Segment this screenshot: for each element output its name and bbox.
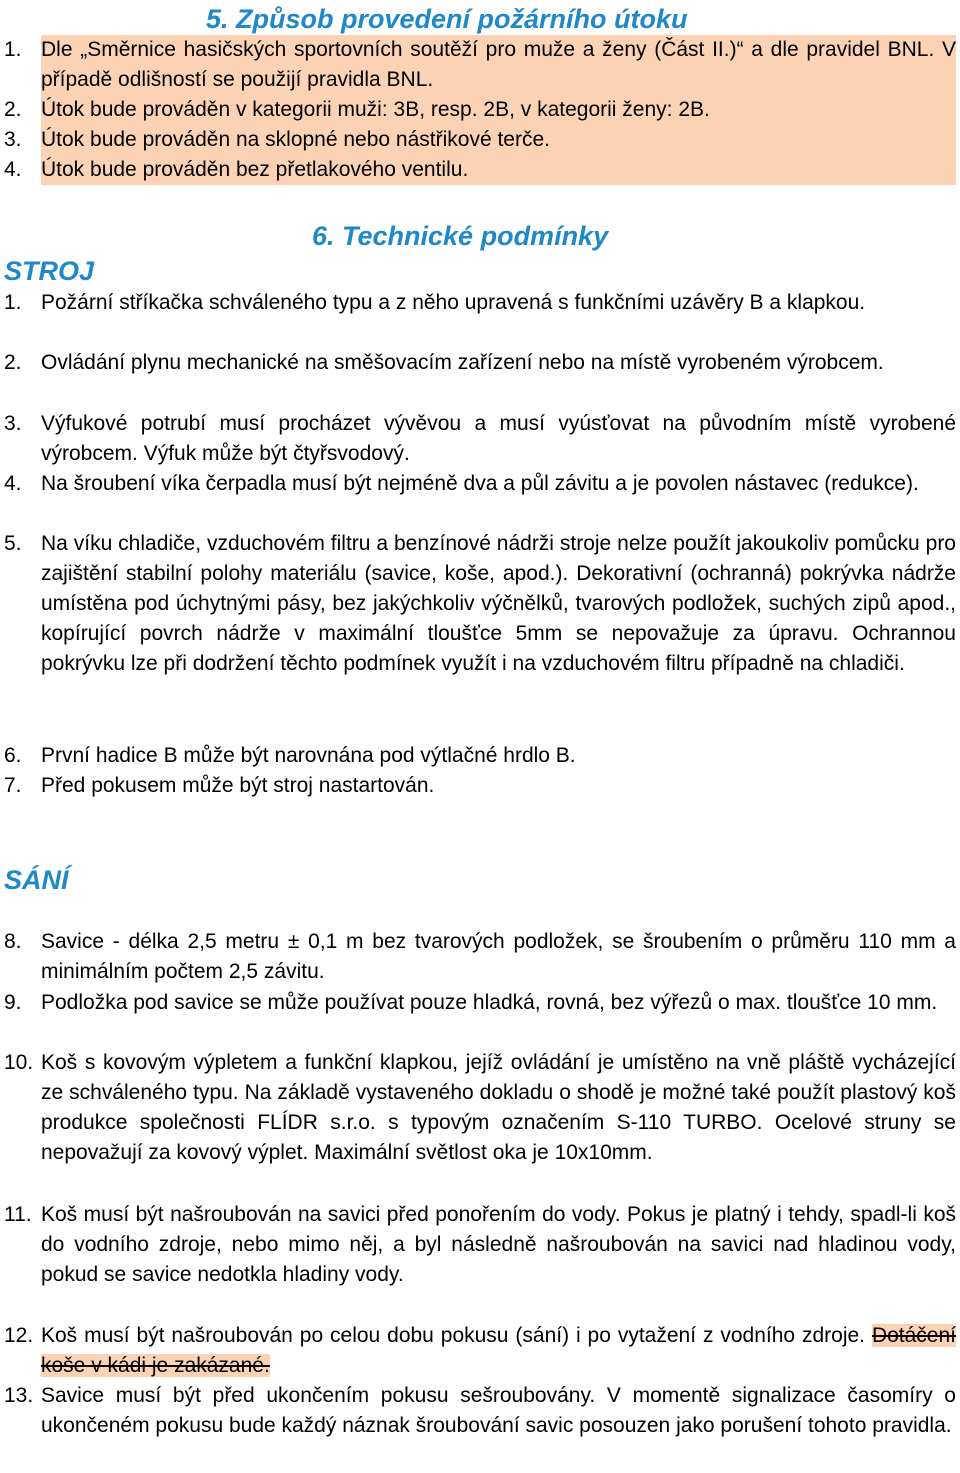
item-number: 6. <box>4 744 22 767</box>
list-item <box>4 409 956 469</box>
list-item <box>4 988 956 1018</box>
item-text: Ovládání plynu mechanické na směšovacím zařízení nebo na místě vyrobeném výrobcem. <box>41 351 884 374</box>
list-item <box>4 1200 956 1290</box>
item-text: První hadice B může být narovnána pod výtlačné hrdlo B. <box>41 744 576 767</box>
item-number: 4. <box>4 472 22 495</box>
list-item <box>4 741 956 771</box>
item-number: 2. <box>4 351 22 374</box>
list-item <box>4 1321 956 1381</box>
item-text: Požární stříkačka schváleného typu a z něho upravená s funkčními uzávěry B a klapkou. <box>41 291 866 314</box>
item-number: 12. <box>4 1324 34 1347</box>
item-text: Na víku chladiče, vzduchovém filtru a benzínové nádrži stroje nelze použít jakoukoliv pomůcku pro zajištění stabilní polohy materiálu (savice, koše, apod.). Dekorativní (ochranná) pokrývka nádrže umístěna pod úchytnými pásy, bez jakýchkoliv výčnělků, tvarových podložek, suchých zipů apod., kopírující povrch nádrže v maximální tloušťce 5mm se nepovažuje za úpravu. Ochrannou pokrývku lze při dodržení těchto podmínek využít i na vzduchovém filtru případně na chladiči. <box>41 532 956 675</box>
section-6-heading: 6. Technické podmínky <box>312 221 609 251</box>
item-number: 1. <box>4 38 22 61</box>
list-item <box>4 95 956 125</box>
item-number: 10. <box>4 1051 34 1074</box>
list-item <box>4 288 956 318</box>
sani-heading: SÁNÍ <box>4 865 69 895</box>
item-number: 3. <box>4 128 22 151</box>
list-item <box>4 1048 956 1168</box>
item-number: 4. <box>4 158 22 181</box>
item-number: 9. <box>4 991 22 1014</box>
struck-text: Dotáčení koše v kádi je zakázané. <box>41 1324 957 1377</box>
list-item <box>4 469 956 499</box>
item-text: Výfukové potrubí musí procházet vývěvou a musí vyúsťovat na původním místě vyrobené výrobcem. Výfuk může být čtyřsvodový. <box>41 412 956 465</box>
item-text: Koš s kovovým výpletem a funkční klapkou, jejíž ovládání je umístěno na vně pláště vycházející ze schváleného typu. Na základě vystaveného dokladu o shodě je možné také použít plastový koš produkce společnosti FLÍDR s.r.o. s typovým označením S-110 TURBO. Ocelové struny se nepovažují za kovový výplet. Maximální světlost oka je 10x10mm. <box>41 1051 956 1164</box>
item-number: 3. <box>4 412 22 435</box>
stroj-heading: STROJ <box>4 256 95 286</box>
item-text: Podložka pod savice se může používat pouze hladká, rovná, bez výřezů o max. tloušťce 10 mm. <box>41 991 938 1014</box>
item-text: Před pokusem může být stroj nastartován. <box>41 774 435 797</box>
list-item <box>4 1381 956 1441</box>
list-item <box>4 771 956 801</box>
list-item <box>4 348 956 378</box>
item-text: Savice musí být před ukončením pokusu sešroubovány. V momentě signalizace časomíry o ukončeném pokusu bude každý náznak šroubování savic posouzen jako porušení tohoto pravidla. <box>41 1384 956 1437</box>
item-text: Útok bude prováděn bez přetlakového ventilu. <box>41 155 956 185</box>
list-item <box>4 35 956 95</box>
list-item <box>4 529 956 679</box>
list-item <box>4 125 956 155</box>
item-text: Dle „Směrnice hasičských sportovních soutěží pro muže a ženy (Část II.)“ a dle pravidel BNL. V případě odlišností se použijí pravidla BNL. <box>41 35 956 95</box>
item-number: 2. <box>4 98 22 121</box>
item-text: Útok bude prováděn v kategorii muži: 3B, resp. 2B, v kategorii ženy: 2B. <box>41 95 956 125</box>
item-text: Koš musí být našroubován na savici před ponořením do vody. Pokus je platný i tehdy, spadl-li koš do vodního zdroje, nebo mimo něj, a byl následně našroubován na savici nad hladinou vody, pokud se savice nedotkla hladiny vody. <box>41 1203 956 1286</box>
section-5-heading: 5. Způsob provedení požárního útoku <box>206 4 688 34</box>
item-text: Savice - délka 2,5 metru ± 0,1 m bez tvarových podložek, se šroubením o průměru 110 mm a minimálním počtem 2,5 závitu. <box>41 930 956 983</box>
list-item <box>4 155 956 185</box>
list-item <box>4 927 956 987</box>
item-text: Na šroubení víka čerpadla musí být nejméně dva a půl závitu a je povolen nástavec (redukce). <box>41 472 919 495</box>
item-number: 13. <box>4 1384 34 1407</box>
item-text: Koš musí být našroubován po celou dobu pokusu (sání) i po vytažení z vodního zdroje. <box>41 1324 866 1347</box>
item-text-wrapper <box>41 1321 956 1381</box>
item-number: 11. <box>4 1203 32 1226</box>
item-number: 5. <box>4 532 22 555</box>
item-number: 1. <box>4 291 22 314</box>
item-text: Útok bude prováděn na sklopné nebo nástřikové terče. <box>41 125 956 155</box>
item-number: 7. <box>4 774 22 797</box>
item-number: 8. <box>4 930 22 953</box>
